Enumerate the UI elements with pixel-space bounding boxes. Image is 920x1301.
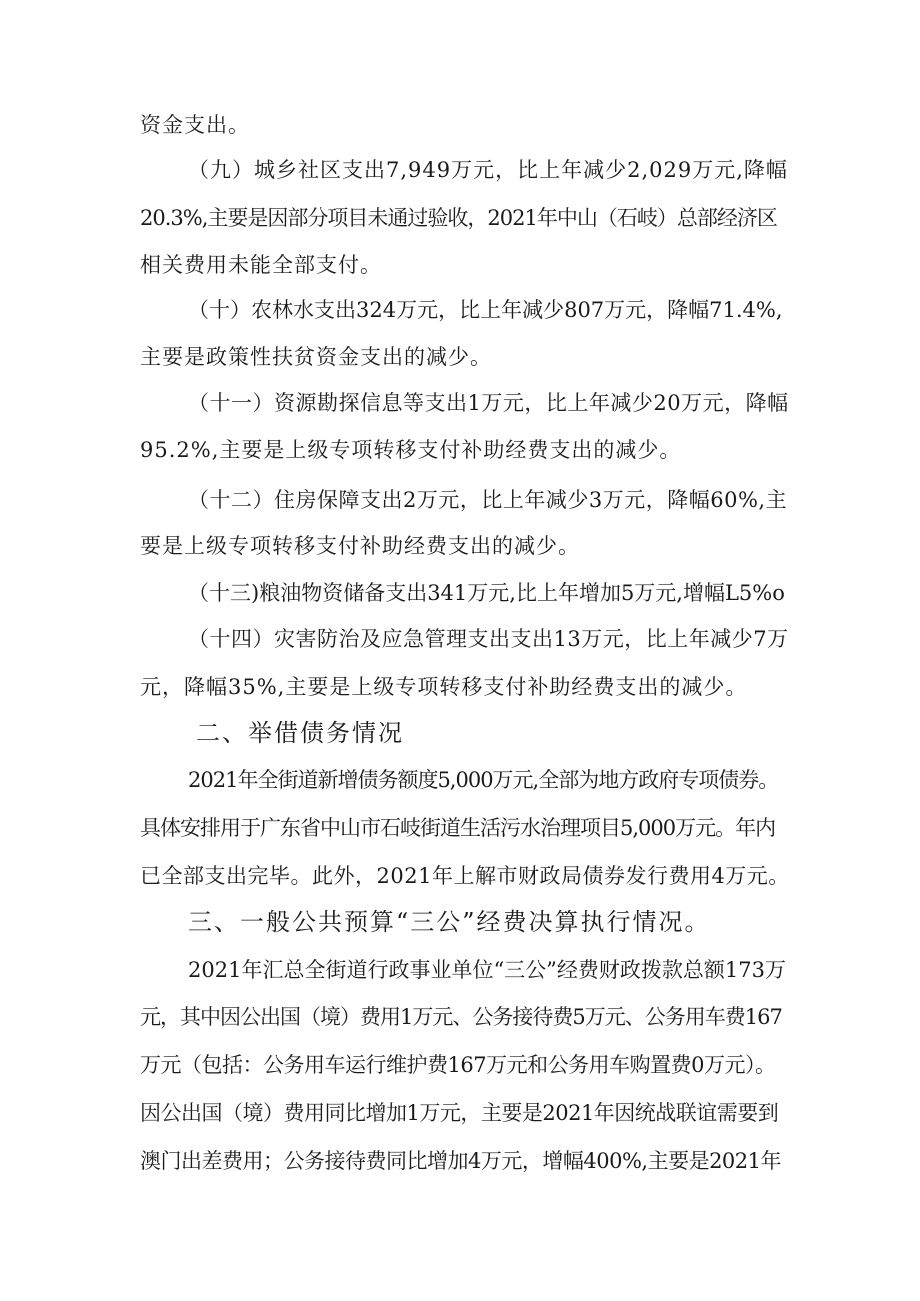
section-heading: 三、一般公共预算“三公”经费决算执行情况。: [188, 908, 711, 936]
paragraph-line: 元，其中因公出国（境）费用1万元、公务接待费5万元、公务用车费167: [140, 1005, 782, 1029]
paragraph-line: 因公出国（境）费用同比增加1万元，主要是2021年因统战联谊需要到: [140, 1101, 779, 1125]
paragraph-line: 要是上级专项转移支付补助经费支出的减少。: [140, 534, 580, 558]
paragraph-line: 20.3%,主要是因部分项目未通过验收，2021年中山（石岐）总部经济区: [140, 206, 777, 230]
paragraph-line: 资金支出。: [140, 113, 250, 137]
paragraph-line: 元，降幅35%,主要是上级专项转移支付补助经费支出的减少。: [140, 675, 748, 699]
paragraph-line: 澳门出差费用；公务接待费同比增加4万元，增幅400%,主要是2021年: [140, 1149, 782, 1173]
paragraph-line: 已全部支出完毕。此外，2021年上解市财政局债券发行费用4万元。: [140, 864, 790, 888]
paragraph-line: 主要是政策性扶贫资金支出的减少。: [140, 345, 492, 369]
paragraph-line: 2021年全街道新增债务额度5,000万元,全部为地方政府专项债券。: [188, 768, 779, 792]
paragraph-line: （九）城乡社区支出7,949万元，比上年减少2,029万元,降幅: [188, 158, 788, 182]
section-heading: 二、举借债务情况: [196, 719, 404, 747]
paragraph-line: （十三)粮油物资储备支出341万元,比上年增加5万元,增幅L5%o: [188, 581, 785, 605]
paragraph-line: （十二）住房保障支出2万元，比上年减少3万元，降幅60%,主: [188, 488, 788, 512]
paragraph-line: 相关费用未能全部支付。: [140, 253, 382, 277]
paragraph-line: 2021年汇总全街道行政事业单位“三公”经费财政拨款总额173万: [188, 958, 786, 982]
paragraph-line: 万元（包括：公务用车运行维护费167万元和公务用车购置费0万元）。: [140, 1053, 776, 1077]
paragraph-line: 95.2%,主要是上级专项转移支付补助经费支出的减少。: [140, 438, 682, 462]
paragraph-line: （十）农林水支出324万元，比上年减少807万元，降幅71.4%,: [188, 298, 783, 322]
paragraph-line: 具体安排用于广东省中山市石岐街道生活污水治理项目5,000万元。年内: [140, 816, 776, 840]
paragraph-line: （十四）灾害防治及应急管理支出支出13万元，比上年减少7万: [188, 627, 789, 651]
paragraph-line: （十一）资源勘探信息等支出1万元，比上年减少20万元，降幅: [188, 391, 789, 415]
